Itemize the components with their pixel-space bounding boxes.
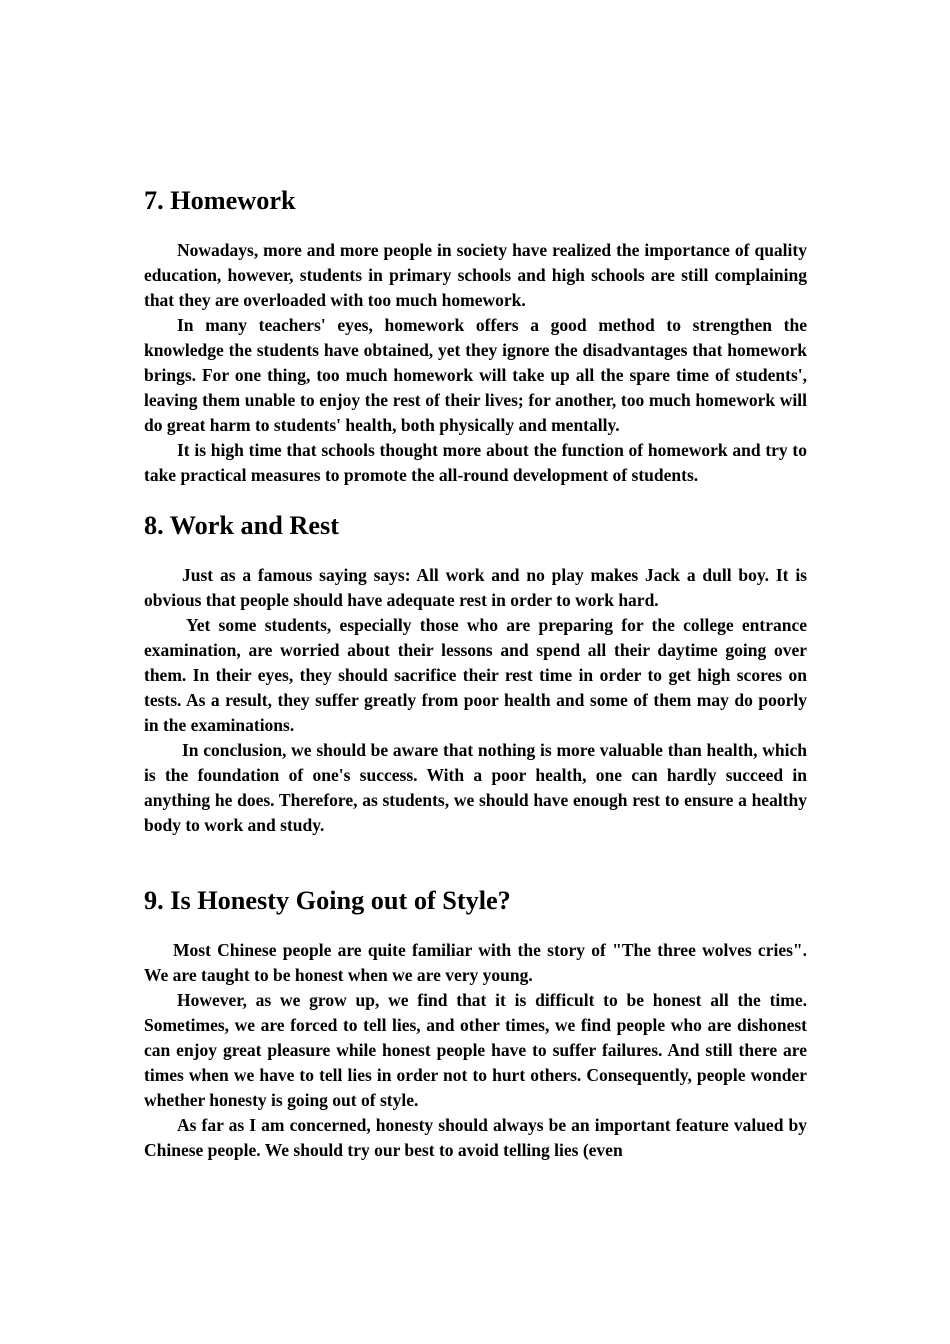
spacer <box>144 838 807 888</box>
paragraph: Most Chinese people are quite familiar with the story of "The three wolves cries". We are taught to be honest when we are very young. <box>144 940 807 985</box>
document-body <box>144 188 807 1163</box>
section-title-work-and-rest: 8. Work and Rest <box>144 511 339 540</box>
section-title-honesty: 9. Is Honesty Going out of Style? <box>144 886 511 915</box>
paragraph: However, as we grow up, we find that it is difficult to be honest all the time. Sometimes, we are forced to tell lies, and other times, we find people who are dishonest can enjoy great pleasure while honest people have to suffer failures. And still there are times when we have to tell lies in order not to hurt others. Consequently, people wonder whether honesty is going out of style. <box>144 990 807 1110</box>
paragraph: As far as I am concerned, honesty should always be an important feature valued by Chinese people. We should try our best to avoid telling lies (even <box>144 1115 807 1160</box>
paragraph: In conclusion, we should be aware that nothing is more valuable than health, which is the foundation of one's success. With a poor health, one can hardly succeed in anything he does. Therefore, as students, we should have enough rest to ensure a healthy body to work and study. <box>144 740 807 835</box>
spacer <box>144 913 807 938</box>
paragraph: It is high time that schools thought more about the function of homework and try to take practical measures to promote the all-round development of students. <box>144 440 807 485</box>
spacer <box>144 538 807 563</box>
spacer <box>144 213 807 238</box>
spacer <box>144 488 807 513</box>
section-title-homework: 7. Homework <box>144 186 296 215</box>
paragraph: Nowadays, more and more people in society have realized the importance of quality education, however, students in primary schools and high schools are still complaining that they are overloaded with too much homework. <box>144 240 807 310</box>
paragraph: In many teachers' eyes, homework offers a good method to strengthen the knowledge the students have obtained, yet they ignore the disadvantages that homework brings. For one thing, too much homework will take up all the spare time of students', leaving them unable to enjoy the rest of their lives; for another, too much homework will do great harm to students' health, both physically and mentally. <box>144 315 807 435</box>
paragraph: Yet some students, especially those who are preparing for the college entrance examination, are worried about their lessons and spend all their daytime going over them. In their eyes, they should sacrifice their rest time in order to get high scores on tests. As a result, they suffer greatly from poor health and some of them may do poorly in the examinations. <box>144 615 807 735</box>
paragraph: Just as a famous saying says: All work and no play makes Jack a dull boy. It is obvious that people should have adequate rest in order to work hard. <box>144 565 807 610</box>
